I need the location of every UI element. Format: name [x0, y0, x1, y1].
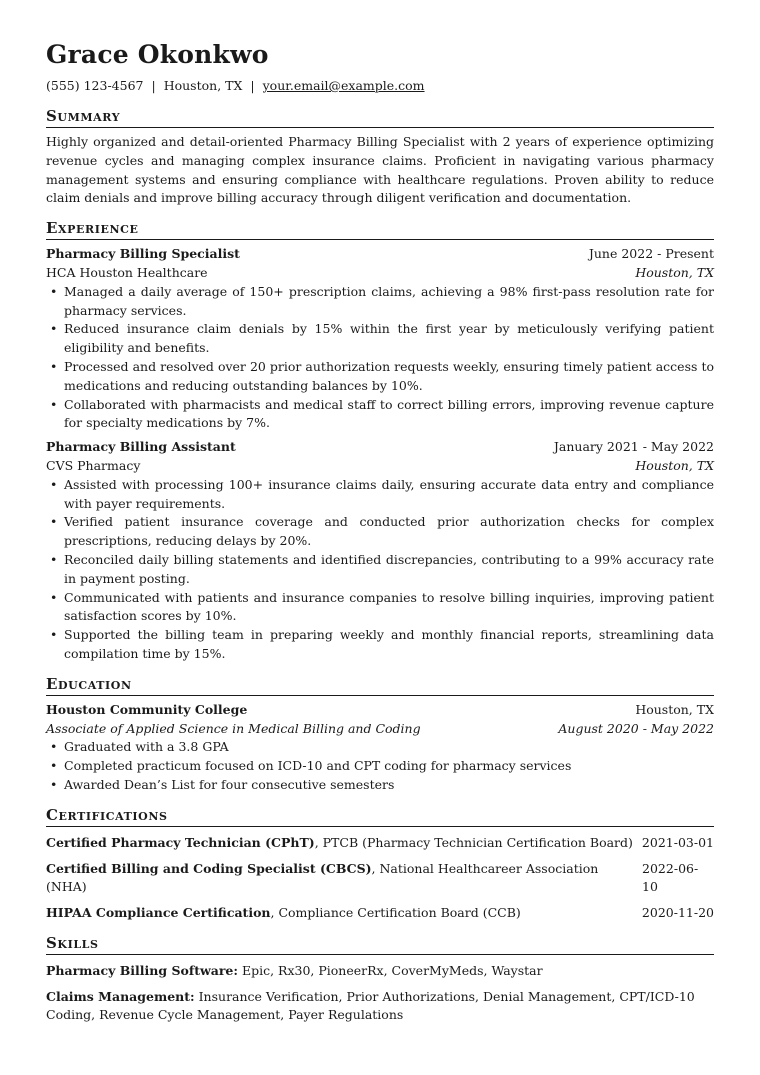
section-title-education: Education — [46, 673, 714, 696]
phone-number: (555) 123-4567 — [46, 78, 144, 93]
certification-name: HIPAA Compliance Certification — [46, 905, 271, 921]
education-header — [46, 701, 714, 720]
certification-name: Certified Pharmacy Technician (CPhT) — [46, 834, 315, 850]
certification-item — [46, 834, 714, 853]
education-bullets — [46, 738, 714, 794]
skill-value: Insurance Verification, Prior Authorizations, Denial Management, CPT/ICD-10 Coding, Revenue Cycle Management, Payer Regulations — [46, 988, 695, 1023]
skill-item — [46, 962, 714, 981]
certification-date: 2020-11-20 — [641, 905, 714, 921]
education-subheader — [46, 720, 714, 739]
section-title-experience: Experience — [46, 217, 714, 240]
location: Houston, TX — [163, 78, 243, 93]
certification-date: 2022-06-10 — [642, 860, 699, 895]
bullet-item: • Supported the billing team in preparing weekly and monthly financial reports, streamlining data compilation time by 15%. — [64, 626, 714, 664]
bullet-item: • Reduced insurance claim denials by 15% within the first year by meticulously verifying patient eligibility and benefits. — [64, 320, 714, 358]
email-link[interactable]: your.email@example.com — [262, 78, 425, 93]
bullet-item: • Communicated with patients and insurance companies to resolve billing inquiries, improving patient satisfaction scores by 10%. — [64, 589, 714, 627]
job-header — [46, 438, 714, 457]
summary-text: Highly organized and detail-oriented Pharmacy Billing Specialist with 2 years of experience optimizing revenue cycles and managing complex insurance claims. Proficient in navigating various pharmacy management systems and ensuring compliance with healthcare regulations. Proven ability to reduce claim denials and improve billing accuracy through diligent verification and documentation. — [46, 134, 714, 206]
section-title-certifications: Certifications — [46, 804, 714, 827]
job-header — [46, 245, 714, 264]
job-bullets — [46, 283, 714, 433]
skill-label: Claims Management: — [46, 988, 195, 1004]
skill-item — [46, 988, 714, 1026]
certification-issuer: , Compliance Certification Board (CCB) — [270, 905, 521, 921]
bullet-item: • Completed practicum focused on ICD-10 and CPT coding for pharmacy services — [64, 757, 714, 776]
certification-item — [46, 904, 714, 923]
job-subheader — [46, 264, 714, 283]
job-subheader — [46, 457, 714, 476]
job-entry — [46, 438, 714, 664]
job-dates: January 2021 - May 2022 — [553, 439, 714, 455]
certification-date: 2021-03-01 — [641, 834, 714, 850]
separator: | — [250, 78, 255, 93]
bullet-item: • Processed and resolved over 20 prior authorization requests weekly, ensuring timely patient access to medications and reducing outstanding balances by 10%. — [64, 358, 714, 396]
bullet-item: • Assisted with processing 100+ insurance claims daily, ensuring accurate data entry and compliance with payer requirements. — [64, 476, 714, 514]
job-company: CVS Pharmacy — [46, 457, 141, 473]
education-dates: August 2020 - May 2022 — [558, 720, 714, 736]
job-role: Pharmacy Billing Assistant — [46, 439, 236, 455]
certification-issuer: , PTCB (Pharmacy Technician Certification Board) — [314, 834, 633, 850]
section-title-skills: Skills — [46, 932, 714, 955]
candidate-name: Grace Okonkwo — [46, 40, 269, 69]
bullet-item: • Graduated with a 3.8 GPA — [64, 738, 714, 757]
bullet-item: • Verified patient insurance coverage and conducted prior authorization checks for complex prescriptions, reducing delays by 20%. — [64, 513, 714, 551]
bullet-item: • Awarded Dean’s List for four consecutive semesters — [64, 776, 714, 795]
job-role: Pharmacy Billing Specialist — [46, 246, 240, 262]
job-dates: June 2022 - Present — [588, 246, 714, 262]
bullet-item: • Collaborated with pharmacists and medical staff to correct billing errors, improving revenue capture for specialty medications by 7%. — [64, 396, 714, 434]
education-entry — [46, 701, 714, 795]
job-entry — [46, 245, 714, 433]
certification-name: Certified Billing and Coding Specialist (CBCS) — [46, 860, 372, 876]
job-location: Houston, TX — [635, 264, 714, 280]
job-bullets — [46, 476, 714, 664]
job-location: Houston, TX — [635, 457, 714, 473]
bullet-item: • Reconciled daily billing statements and identified discrepancies, contributing to a 99% accuracy rate in payment posting. — [64, 551, 714, 589]
school-location: Houston, TX — [635, 701, 714, 717]
bullet-item: • Managed a daily average of 150+ prescription claims, achieving a 98% first-pass resolution rate for pharmacy services. — [64, 283, 714, 321]
certification-item — [46, 860, 714, 898]
degree-name: Associate of Applied Science in Medical Billing and Coding — [46, 720, 421, 736]
skill-value: Epic, Rx30, PioneerRx, CoverMyMeds, Waystar — [238, 962, 543, 978]
separator: | — [151, 78, 156, 93]
school-name: Houston Community College — [46, 701, 248, 717]
skill-label: Pharmacy Billing Software: — [46, 962, 238, 978]
contact-line — [46, 76, 714, 96]
section-title-summary: Summary — [46, 105, 714, 128]
job-company: HCA Houston Healthcare — [46, 264, 208, 280]
certification-issuer: , National Healthcareer Association (NHA) — [46, 860, 599, 895]
